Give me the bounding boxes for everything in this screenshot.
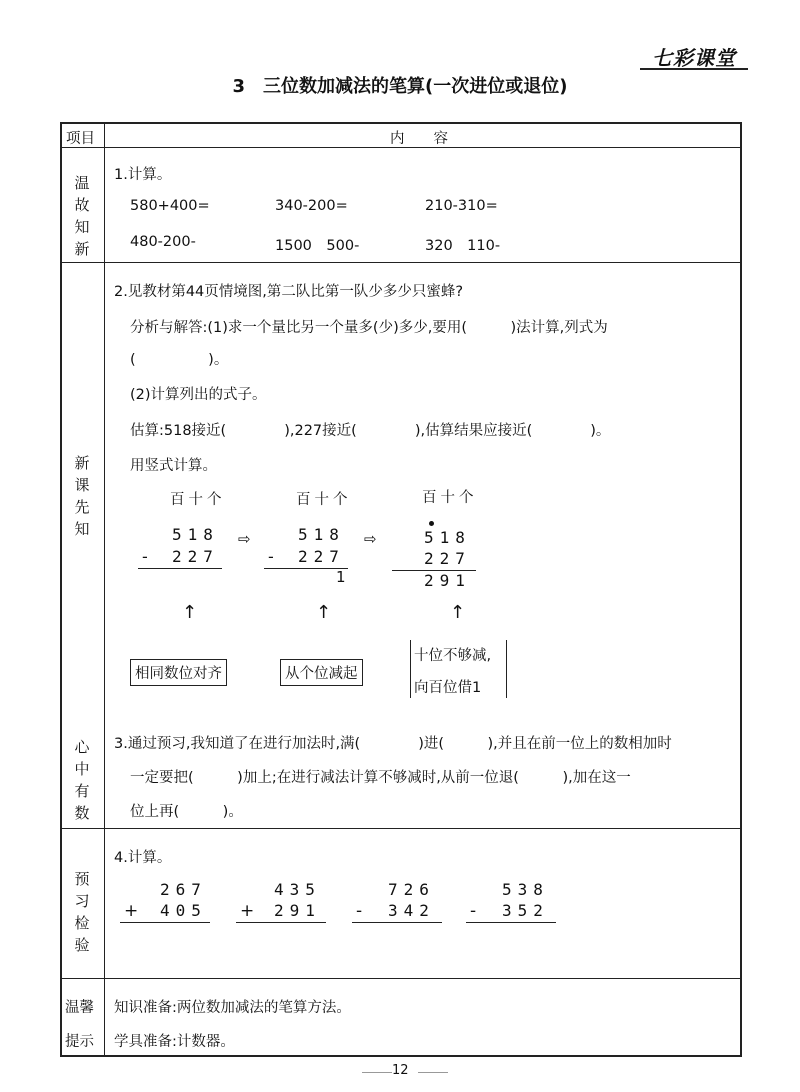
place-header: 百十个	[170, 492, 226, 508]
footer-line-left	[362, 1072, 392, 1073]
calc1-op: -	[142, 547, 148, 566]
practice-4-bottom: 352	[502, 901, 549, 920]
practice-1-op: +	[124, 901, 139, 921]
review-question: 1.计算。	[114, 167, 172, 183]
analysis-line-1: 分析与解答:(1)求一个量比另一个量多(少)多少,要用( )法计算,列式为	[130, 320, 608, 336]
practice-2-top: 435	[274, 880, 321, 899]
row-divider-practice	[60, 978, 742, 979]
note-borrow-line1: 十位不够减,	[414, 648, 492, 664]
review-item: 1500 500-	[275, 238, 360, 254]
note-ones-first: 从个位减起	[280, 659, 363, 686]
practice-4-line	[466, 922, 556, 923]
vertical-calc-intro: 用竖式计算。	[130, 458, 217, 474]
question-2: 2.见教材第44页情境图,第二队比第一队少多少只蜜蜂?	[114, 284, 464, 300]
review-item: 210-310=	[425, 198, 498, 214]
calc3-bottom: 227	[424, 549, 471, 568]
practice-1-line	[120, 922, 210, 923]
calc3-top: 518	[424, 528, 471, 547]
calc2-bottom: 227	[298, 547, 345, 566]
practice-3-bottom: 342	[388, 901, 435, 920]
brand-logo: 七彩课堂	[652, 46, 736, 70]
practice-2-op: +	[240, 901, 255, 921]
label-tips-2: 提示	[65, 1034, 94, 1050]
question-3-line1: 3.通过预习,我知道了在进行加法时,满( )进( ),并且在前一位上的数相加时	[114, 736, 672, 752]
row-divider-mind	[60, 828, 742, 829]
estimate-line: 估算:518接近( ),227接近( ),估算结果应接近( )。	[130, 423, 611, 439]
practice-4-top: 538	[502, 880, 549, 899]
review-item: 340-200=	[275, 198, 348, 214]
practice-1-bottom: 405	[160, 901, 207, 920]
label-new-lesson: 新课先知	[74, 454, 90, 538]
tip-knowledge: 知识准备:两位数加减法的笔算方法。	[114, 1000, 351, 1016]
place-header: 百十个	[296, 492, 352, 508]
note-align: 相同数位对齐	[130, 659, 227, 686]
practice-3-op: -	[356, 901, 363, 921]
calc2-result: 1	[336, 568, 346, 586]
up-arrow-icon: ↑	[182, 602, 198, 623]
question-4: 4.计算。	[114, 850, 172, 866]
question-3-line3: 位上再( )。	[130, 804, 243, 820]
practice-2-line	[236, 922, 326, 923]
step-2: (2)计算列出的式子。	[130, 387, 267, 403]
header-project: 项目	[66, 131, 95, 147]
place-header: 百十个	[422, 490, 478, 506]
practice-1-top: 267	[160, 880, 207, 899]
calc1-bottom: 227	[172, 547, 219, 566]
practice-3-top: 726	[388, 880, 435, 899]
tip-tools: 学具准备:计数器。	[114, 1034, 235, 1050]
brand-underline	[640, 68, 748, 70]
calc2-top: 518	[298, 525, 345, 544]
calc3-result: 291	[424, 571, 471, 590]
right-arrow-icon: ⇨	[364, 530, 377, 548]
up-arrow-icon: ↑	[450, 602, 466, 623]
calc2-op: -	[268, 547, 274, 566]
header-content: 内 容	[390, 131, 448, 147]
note-borrow-line2: 向百位借1	[414, 680, 482, 696]
analysis-line-2: ( )。	[130, 352, 229, 368]
footer-line-right	[418, 1072, 448, 1073]
up-arrow-icon: ↑	[316, 602, 332, 623]
right-arrow-icon: ⇨	[238, 530, 251, 548]
review-item: 320 110-	[425, 238, 501, 254]
calc1-top: 518	[172, 525, 219, 544]
label-review: 温故知新	[74, 174, 90, 258]
label-mind: 心中有数	[74, 738, 90, 822]
label-practice: 预习检验	[74, 870, 90, 954]
page-number: 12	[392, 1063, 409, 1078]
question-3-line2: 一定要把( )加上;在进行减法计算不够减时,从前一位退( ),加在这一	[130, 770, 631, 786]
label-tips-1: 温馨	[65, 1000, 94, 1016]
review-item: 480-200-	[130, 234, 196, 250]
practice-3-line	[352, 922, 442, 923]
review-item: 580+400=	[130, 198, 210, 214]
page-title: 3 三位数加减法的笔算(一次进位或退位)	[232, 76, 568, 97]
calc1-line	[138, 568, 222, 569]
practice-4-op: -	[470, 901, 477, 921]
row-divider-review	[60, 262, 742, 263]
borrow-dot-icon	[429, 521, 434, 526]
practice-2-bottom: 291	[274, 901, 321, 920]
